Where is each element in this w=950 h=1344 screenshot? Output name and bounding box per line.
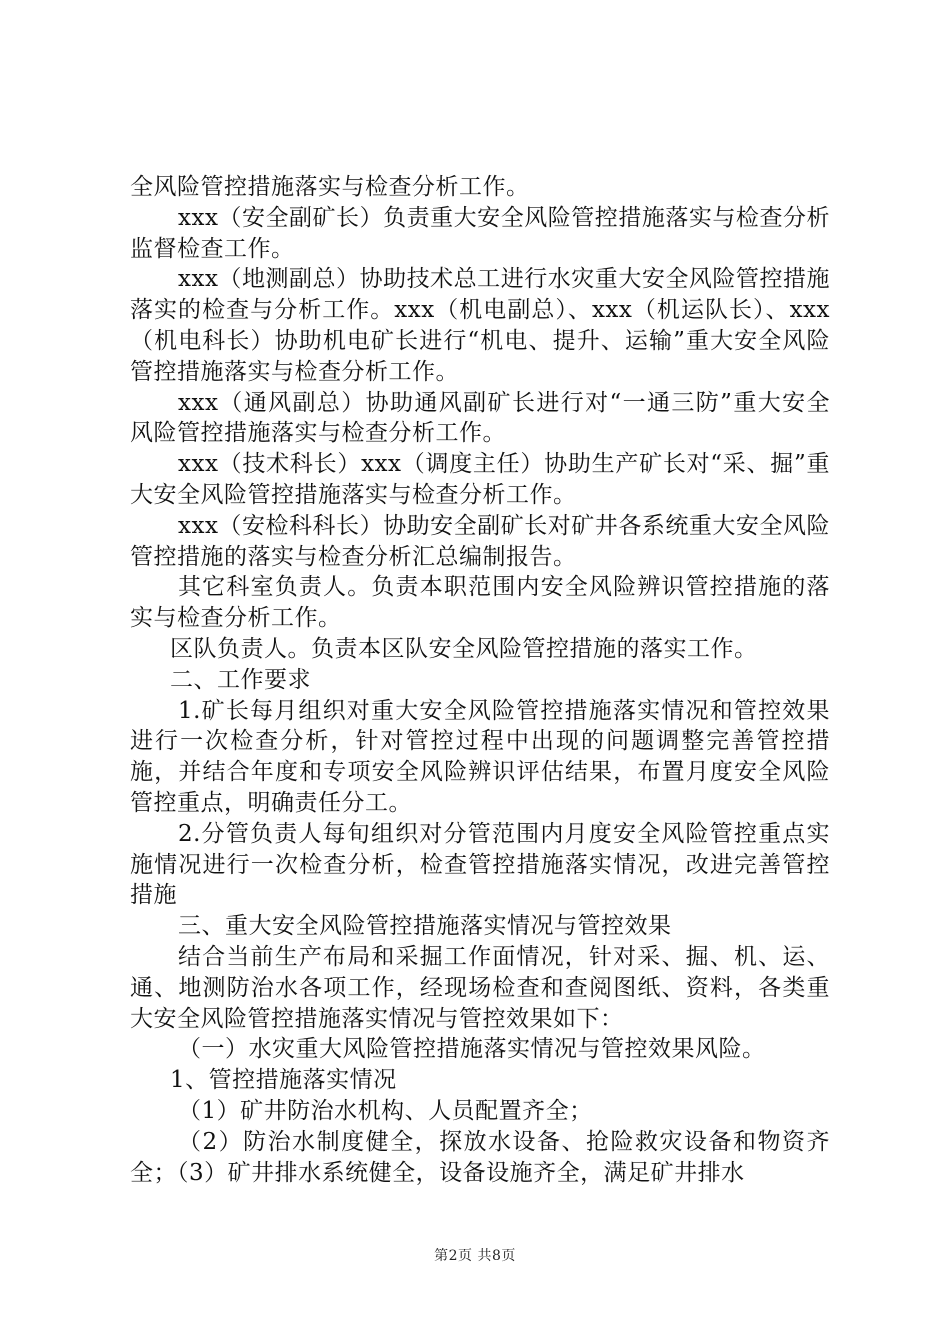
- subsection-heading-water-hazard: （一）水灾重大风险管控措施落实情况与管控效果风险。: [178, 1036, 766, 1063]
- paragraph-team-leaders: 区队负责人。负责本区队安全风险管控措施的落实工作。: [170, 635, 758, 662]
- paragraph-survey-deputy: xxx（地测副总）协助技术总工进行水灾重大安全风险管控措施落实的检查与分析工作。xxx（机电副总）、xxx（机运队长）、xxx（机电科长）协助机电矿长进行“机电、提升、运输”重大安全风险管控措施落实与检查分析工作。: [130, 266, 830, 385]
- paragraph-requirement-1: 1.矿长每月组织对重大安全风险管控措施落实情况和管控效果进行一次检查分析，针对管控过程中出现的问题调整完善管控措施，并结合年度和专项安全风险辨识评估结果，布置月度安全风险管控重点，明确责任分工。: [130, 697, 830, 816]
- paragraph-risk-control-intro: 结合当前生产布局和采掘工作面情况，针对采、掘、机、运、通、地测防治水各项工作，经现场检查和查阅图纸、资料，各类重大安全风险管控措施落实情况与管控效果如下：: [130, 943, 830, 1032]
- paragraph-requirement-2: 2.分管负责人每旬组织对分管范围内月度安全风险管控重点实施情况进行一次检查分析，检查管控措施落实情况，改进完善管控措施: [130, 820, 830, 909]
- section-heading-work-requirements: 二、工作要求: [170, 666, 311, 693]
- paragraph-safety-deputy: xxx（安全副矿长）负责重大安全风险管控措施落实与检查分析监督检查工作。: [130, 204, 830, 262]
- paragraph-other-departments: 其它科室负责人。负责本职范围内安全风险辨识管控措施的落实与检查分析工作。: [130, 574, 830, 632]
- paragraph-technical-chief: xxx（技术科长）xxx（调度主任）协助生产矿长对“采、掘”重大安全风险管控措施落实与检查分析工作。: [130, 451, 830, 508]
- document-body: [130, 172, 830, 1188]
- paragraph-ventilation-deputy: xxx（通风副总）协助通风副矿长进行对“一通三防”重大安全风险管控措施落实与检查分析工作。: [130, 389, 830, 447]
- page-number-footer: 第2页 共8页: [434, 1248, 516, 1264]
- section-heading-risk-control: 三、重大安全风险管控措施落实情况与管控效果: [178, 913, 672, 940]
- paragraph-continuation: 全风险管控措施落实与检查分析工作。: [130, 174, 530, 200]
- list-item-2-3: （2）防治水制度健全，探放水设备、抢险救灾设备和物资齐全；（3）矿井排水系统健全，设备设施齐全，满足矿井排水: [130, 1128, 830, 1186]
- list-item-1: （1）矿井防治水机构、人员配置齐全；: [178, 1097, 593, 1124]
- subsection-heading-measures: 1、管控措施落实情况: [170, 1067, 397, 1094]
- paragraph-inspection-chief: xxx（安检科科长）协助安全副矿长对矿井各系统重大安全风险管控措施的落实与检查分析汇总编制报告。: [130, 512, 830, 570]
